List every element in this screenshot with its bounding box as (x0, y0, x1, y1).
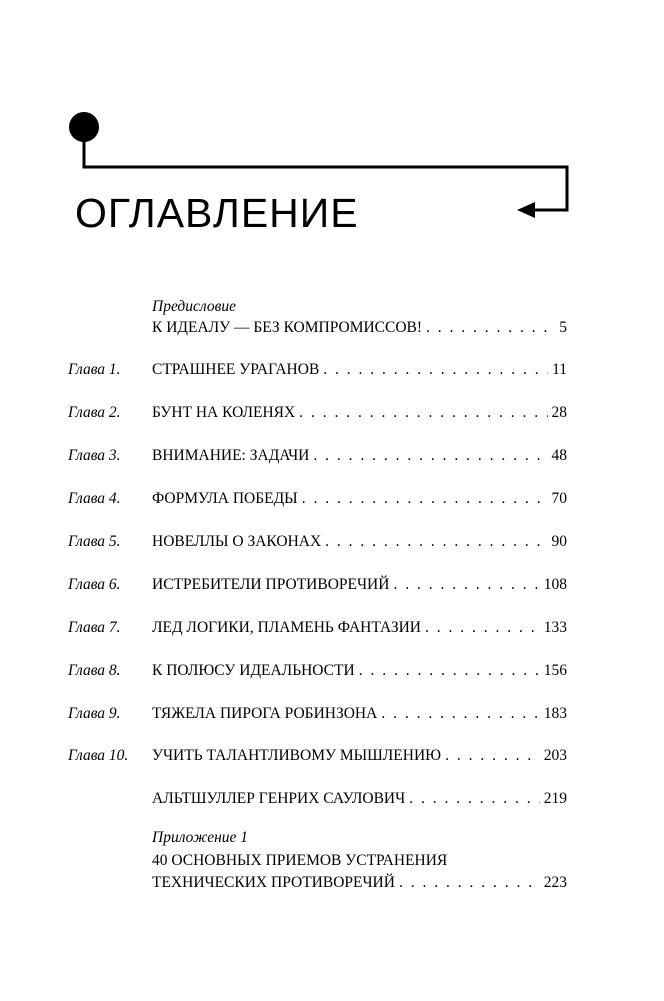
dot-leader (425, 618, 540, 638)
toc-entry-chapter-7[interactable] (152, 618, 567, 638)
entry-page: 203 (543, 747, 567, 764)
entry-page: 70 (551, 490, 567, 507)
entry-title: ФОРМУЛА ПОБЕДЫ (152, 490, 298, 507)
entry-page: 223 (543, 874, 567, 891)
toc-entry-chapter-4[interactable] (152, 489, 567, 509)
entry-page: 90 (551, 533, 567, 550)
entry-page: 219 (543, 790, 567, 807)
entry-page: 11 (552, 361, 567, 378)
chapter-label: Глава 7. (68, 619, 121, 636)
toc-entry-preface[interactable] (152, 318, 567, 338)
chapter-label: Глава 5. (68, 533, 121, 550)
toc-entry-author[interactable] (152, 789, 567, 809)
dot-leader (313, 446, 547, 466)
dot-leader (381, 704, 539, 724)
entry-page: 48 (551, 447, 567, 464)
toc-entry-chapter-3[interactable] (152, 446, 567, 466)
entry-title: АЛЬТШУЛЛЕР ГЕНРИХ САУЛОВИЧ (152, 790, 406, 807)
toc-entry-chapter-10[interactable] (152, 746, 567, 766)
entry-title: ИСТРЕБИТЕЛИ ПРОТИВОРЕЧИЙ (152, 576, 390, 593)
entry-page: 133 (543, 619, 567, 636)
chapter-label: Глава 6. (68, 576, 121, 593)
dot-leader (399, 873, 540, 893)
dot-leader (325, 532, 547, 552)
toc-entry-chapter-6[interactable] (152, 575, 567, 595)
entry-page: 28 (551, 404, 567, 421)
appendix-title-line-1[interactable]: 40 ОСНОВНЫХ ПРИЕМОВ УСТРАНЕНИЯ (152, 852, 448, 869)
appendix-label: Приложение 1 (152, 829, 249, 846)
chapter-label: Глава 8. (68, 662, 121, 679)
entry-title: НОВЕЛЛЫ О ЗАКОНАХ (152, 533, 322, 550)
dot-leader (393, 575, 539, 595)
chapter-label: Глава 3. (68, 447, 121, 464)
toc-entry-appendix[interactable] (152, 873, 567, 893)
preface-label: Предисловие (152, 298, 236, 315)
toc-entry-chapter-2[interactable] (152, 403, 567, 423)
dot-leader (323, 360, 548, 380)
chapter-label: Глава 1. (68, 361, 121, 378)
entry-title: ТЯЖЕЛА ПИРОГА РОБИНЗОНА (152, 705, 378, 722)
dot-leader (359, 661, 540, 681)
entry-page: 108 (543, 576, 567, 593)
entry-title: УЧИТЬ ТАЛАНТЛИВОМУ МЫШЛЕНИЮ (152, 747, 442, 764)
entry-title: ТЕХНИЧЕСКИХ ПРОТИВОРЕЧИЙ (152, 874, 395, 891)
entry-title: К ИДЕАЛУ — БЕЗ КОМПРОМИССОВ! (152, 319, 423, 336)
page-title: ОГЛАВЛЕНИЕ (75, 190, 359, 236)
dot-leader (299, 403, 547, 423)
entry-page: 183 (543, 705, 567, 722)
chapter-label: Глава 2. (68, 404, 121, 421)
chapter-label: Глава 9. (68, 705, 121, 722)
toc-entry-chapter-9[interactable] (152, 704, 567, 724)
chapter-label: Глава 4. (68, 490, 121, 507)
dot-leader (426, 318, 555, 338)
toc-entry-chapter-8[interactable] (152, 661, 567, 681)
entry-title: ВНИМАНИЕ: ЗАДАЧИ (152, 447, 310, 464)
entry-title: ЛЕД ЛОГИКИ, ПЛАМЕНЬ ФАНТАЗИИ (152, 619, 422, 636)
entry-title: СТРАШНЕЕ УРАГАНОВ (152, 361, 320, 378)
dot-leader (445, 746, 540, 766)
entry-page: 156 (543, 662, 567, 679)
toc-entry-chapter-5[interactable] (152, 532, 567, 552)
entry-page: 5 (559, 319, 567, 336)
entry-title: К ПОЛЮСУ ИДЕАЛЬНОСТИ (152, 662, 355, 679)
toc-entry-chapter-1[interactable] (152, 360, 567, 380)
dot-leader (302, 489, 548, 509)
chapter-label: Глава 10. (68, 747, 129, 764)
entry-title: БУНТ НА КОЛЕНЯХ (152, 404, 296, 421)
dot-leader (409, 789, 540, 809)
